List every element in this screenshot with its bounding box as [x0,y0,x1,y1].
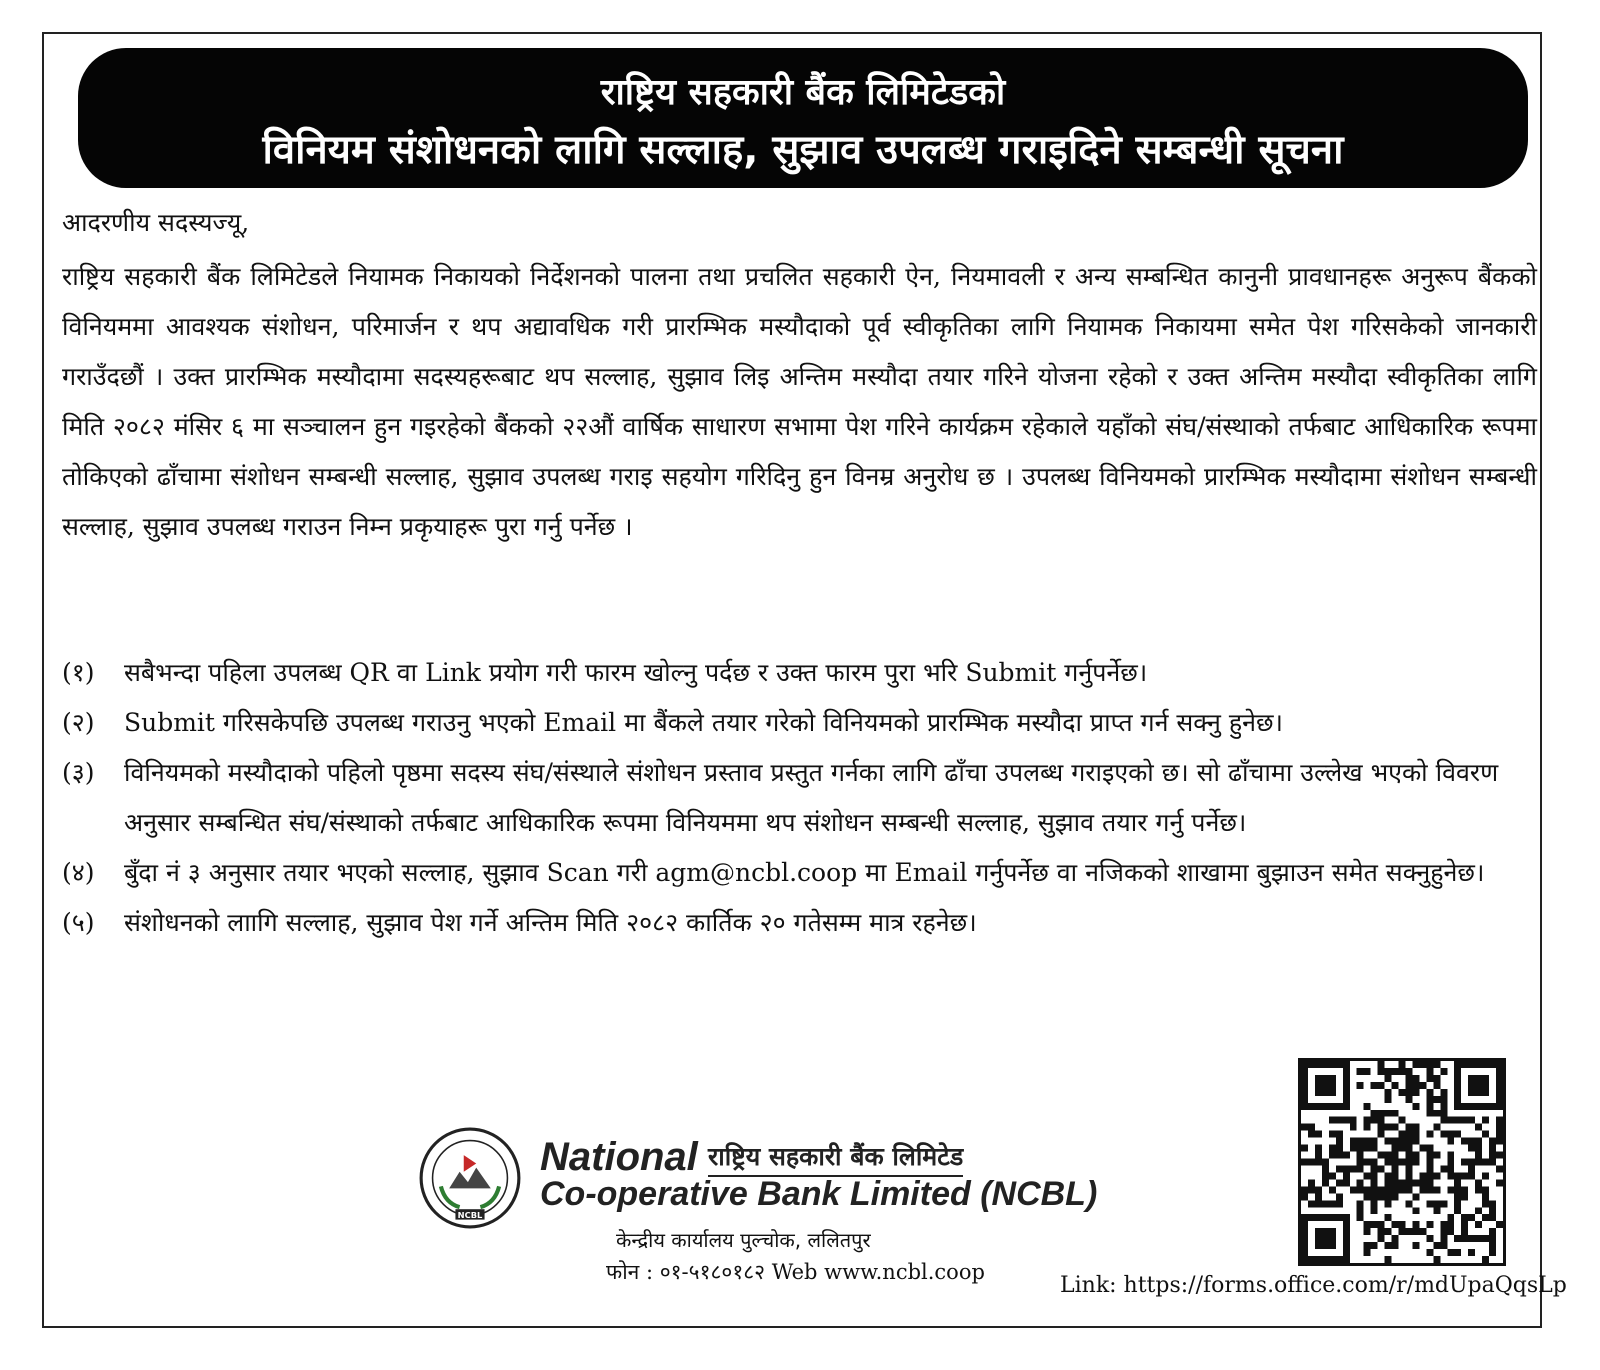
step-text: संशोधनको लाागि सल्लाह, सुझाव पेश गर्ने अन्तिम मिति २०८२ कार्तिक २० गतेसम्म मात्र रहनेछ। [124,908,977,937]
qr-code[interactable] [1298,1058,1506,1266]
step-number: (३) [62,758,95,787]
step-text: सबैभन्दा पहिला उपलब्ध QR वा Link प्रयोग गरी फारम खोल्नु पर्दछ र उक्त फारम पुरा भरि Submit गर्नुपर्नेछ। [124,658,1148,687]
banner-title-line1: राष्ट्रिय सहकारी बैंक लिमिटेडको [600,72,1006,113]
contact-info: फोन : ०१-५१८०१८२ Web www.ncbl.coop [606,1260,985,1284]
step-5 [62,898,1354,948]
brand-nepali-name: राष्ट्रिय सहकारी बैंक लिमिटेड [708,1139,963,1177]
ncbl-seal-logo [418,1126,522,1230]
step-2 [62,698,1502,748]
step-text: विनियमको मस्यौदाको पहिलो पृष्ठमा सदस्य संघ/संस्थाले संशोधन प्रस्ताव प्रस्तुत गर्नका लागि ढाँचा उपलब्ध गराइएको छ। सो ढाँचामा उल्लेख भएको विवरण अनुसार सम्बन्धित संघ/संस्थाको तर्फबाट आधिकारिक रूपमा विनियममा थप संशोधन सम्बन्धी सल्लाह, सुझाव तयार गर्नु पर्नेछ। [124,758,1499,837]
step-1 [62,648,1502,698]
step-number: (४) [62,858,95,887]
banner-title-line2: विनियम संशोधनको लागि सल्लाह, सुझाव उपलब्ध गराइदिने सम्बन्धी सूचना [262,127,1344,173]
steps-list [62,648,1502,948]
title-banner [78,48,1528,188]
brand-english-name: Co-operative Bank Limited (NCBL) [540,1175,1098,1213]
step-text: Submit गरिसकेपछि उपलब्ध गराउनु भएको Email मा बैंकले तयार गरेको विनियमको प्रारम्भिक मस्यौदा प्राप्त गर्न सक्नु हुनेछ। [124,708,1283,737]
office-address: केन्द्रीय कार्यालय पुल्चोक, ललितपुर [616,1228,871,1252]
form-link[interactable]: Link: https://forms.office.com/r/mdUpaQqsLp [1060,1273,1567,1298]
step-3 [62,748,1502,848]
body-paragraph: राष्ट्रिय सहकारी बैंक लिमिटेडले नियामक निकायको निर्देशनको पालना तथा प्रचलित सहकारी ऐन, नियमावली र अन्य सम्बन्धित कानुनी प्रावधानहरू अनुरूप बैंकको विनियममा आवश्यक संशोधन, परिमार्जन र थप अद्यावधिक गरी प्रारम्भिक मस्यौदाको पूर्व स्वीकृतिका लागि नियामक निकायमा समेत पेश गरिसकेको जानकारी गराउँदछौं । उक्त प्रारम्भिक मस्यौदामा सदस्यहरूबाट थप सल्लाह, सुझाव लिइ अन्तिम मस्यौदा तयार गरिने योजना रहेको र उक्त अन्तिम मस्यौदा स्वीकृतिका लागि मिति २०८२ मंसिर ६ मा सञ्चालन हुन गइरहेको बैंकको २२औं वार्षिक साधारण सभामा पेश गरिने कार्यक्रम रहेकाले यहाँको संघ/संस्थाको तर्फबाट आधिकारिक रूपमा तोकिएको ढाँचामा संशोधन सम्बन्धी सल्लाह, सुझाव उपलब्ध गराइ सहयोग गरिदिनु हुन विनम्र अनुरोध छ । उपलब्ध विनियमको प्रारम्भिक मस्यौदामा संशोधन सम्बन्धी सल्लाह, सुझाव उपलब्ध गराउन निम्न प्रकृयाहरू पुरा गर्नु पर्नेछ । [62,262,1537,541]
step-4 [62,848,1502,898]
step-text: बुँदा नं ३ अनुसार तयार भएको सल्लाह, सुझाव Scan गरी agm@ncbl.coop मा Email गर्नुपर्नेछ वा नजिकको शाखामा बुझाउन समेत सक्नुहुनेछ। [124,858,1485,887]
step-number: (१) [62,658,95,687]
qr-code-icon [1301,1061,1503,1263]
step-number: (२) [62,708,95,737]
greeting: आदरणीय सदस्यज्यू, [62,208,250,237]
brand-national: National [540,1135,698,1179]
seal-text: NCBL [457,1210,483,1221]
step-number: (५) [62,908,95,937]
